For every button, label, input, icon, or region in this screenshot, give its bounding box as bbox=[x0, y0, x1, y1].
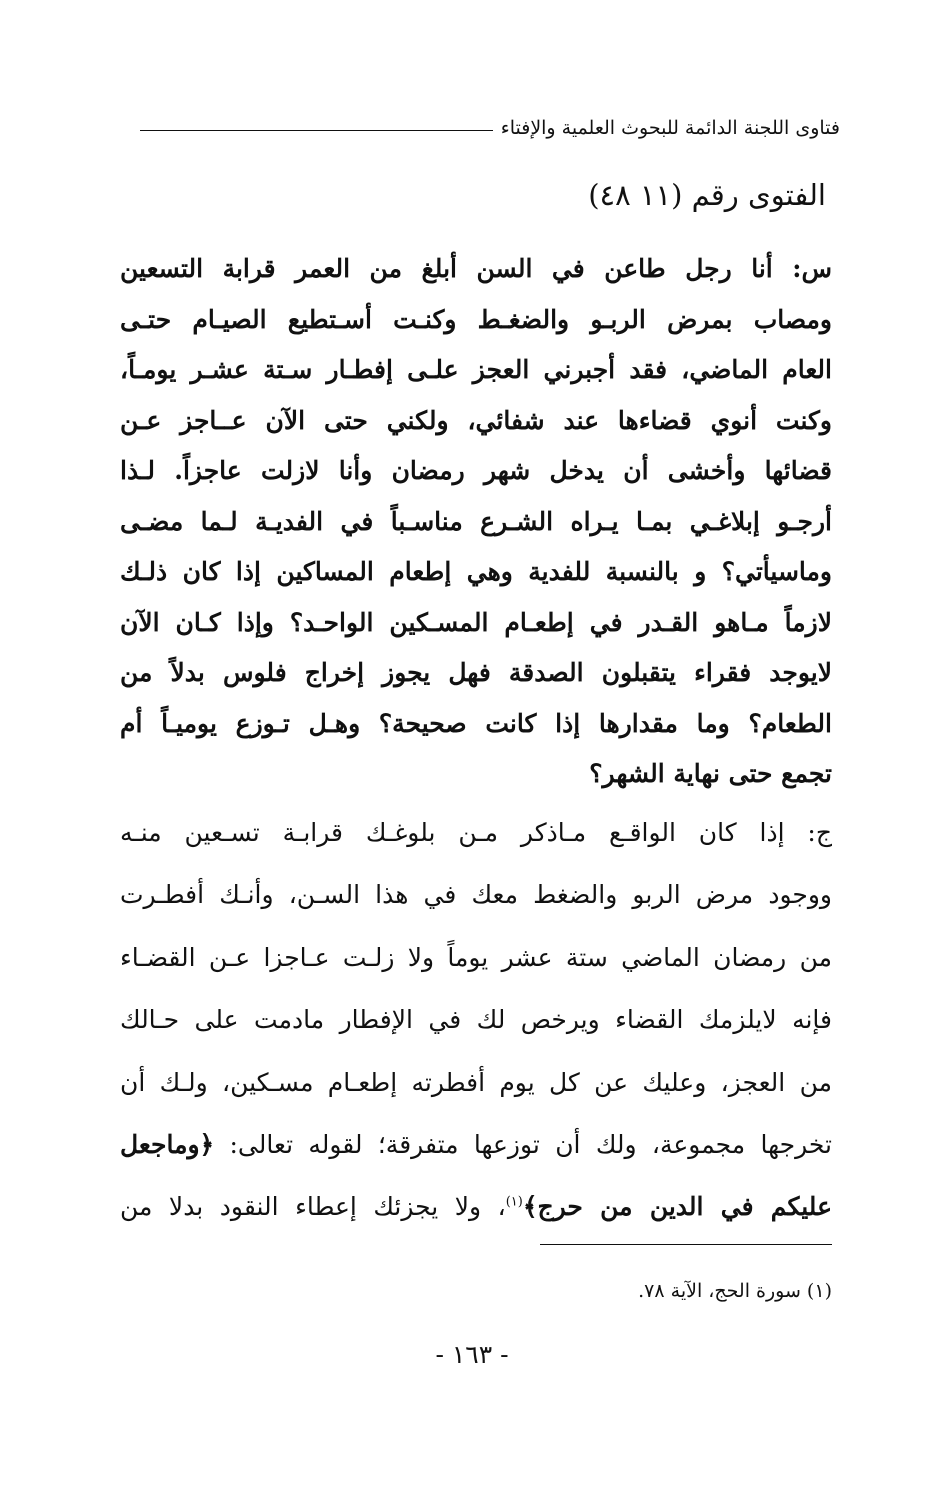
footnote-rule bbox=[540, 1244, 832, 1245]
answer-text: ، ولا يجزئك إعطاء النقود بدلا من bbox=[120, 1192, 506, 1222]
question-line: وماسيأتي؟ و بالنسبة للفدية وهي إطعام المساكين إذا كان ذلـك bbox=[120, 557, 832, 586]
header-rule bbox=[140, 130, 493, 131]
question-line: ومصاب بمرض الربـو والضغـط وكنـت أسـتطيع الصيـام حتـى bbox=[120, 304, 832, 334]
answer-line: فإنه لايلزمك القضاء ويرخص لك في الإفطار مادمت على حـالك bbox=[120, 1005, 832, 1035]
answer-line: ووجود مرض الربو والضغط معك في هذا السـن، وأنـك أفطـرت bbox=[120, 880, 832, 910]
answer-line bbox=[120, 1114, 832, 1176]
answer-paragraph bbox=[120, 802, 832, 1239]
answer-line bbox=[120, 1176, 832, 1238]
question-paragraph bbox=[120, 244, 832, 800]
footnote-reference: (١) bbox=[505, 1195, 523, 1211]
answer-text: تخرجها مجموعة، ولك أن توزعها متفرقة؛ لقوله تعالى: bbox=[214, 1130, 832, 1160]
quran-verse-end: عليكم في الدين من حرج﴾ bbox=[522, 1192, 832, 1222]
answer-line: من العجز، وعليك عن كل يوم أفطرته إطعـام مسـكين، ولـك أن bbox=[120, 1067, 832, 1097]
page-number: - ١٦٣ - bbox=[435, 1340, 509, 1369]
answer-line: من رمضان الماضي ستة عشر يوماً ولا زلـت عـاجزا عـن القضـاء bbox=[120, 942, 832, 972]
header-title: فتاوى اللجنة الدائمة للبحوث العلمية والإفتاء bbox=[500, 117, 840, 139]
question-line: لايوجد فقراء يتقبلون الصدقة فهل يجوز إخراج فلوس بدلاً من bbox=[120, 658, 832, 687]
question-line: لازماً مـاهو القـدر في إطعـام المسـكين الواحـد؟ وإذا كـان الآن bbox=[120, 607, 832, 637]
answer-line: ج: إذا كان الواقـع مـاذكر مـن بلوغـك قرابـة تسـعين منـه bbox=[120, 818, 832, 847]
question-line: تجمع حتى نهاية الشهر؟ bbox=[589, 759, 832, 788]
question-line: العام الماضي، فقد أجبرني العجز علـى إفطـار سـتة عشـر يومـاً، bbox=[120, 355, 832, 384]
fatwa-number: الفتوى رقم (١١ ٤٨) bbox=[588, 178, 826, 212]
question-line: س: أنا رجل طاعن في السن أبلغ من العمر قرابة التسعين bbox=[120, 254, 832, 283]
running-header bbox=[140, 112, 840, 144]
question-line: الطعام؟ وما مقدارها إذا كانت صحيحة؟ وهـل تـوزع يوميـاً أم bbox=[120, 708, 832, 738]
question-line: قضائها وأخشى أن يدخل شهر رمضان وأنا لازلت عاجزاً. لـذا bbox=[120, 456, 832, 485]
question-line: أرجـو إبلاغـي بمـا يـراه الشـرع مناسـباً في الفديـة لـما مضـى bbox=[120, 506, 832, 536]
question-line: وكنت أنوي قضاءها عند شفائي، ولكني حتى الآن عــاجز عـن bbox=[120, 405, 832, 435]
footnote: (١) سورة الحج، الآية ٧٨. bbox=[638, 1280, 832, 1302]
quran-verse-start: ﴿وماجعل bbox=[120, 1130, 215, 1160]
